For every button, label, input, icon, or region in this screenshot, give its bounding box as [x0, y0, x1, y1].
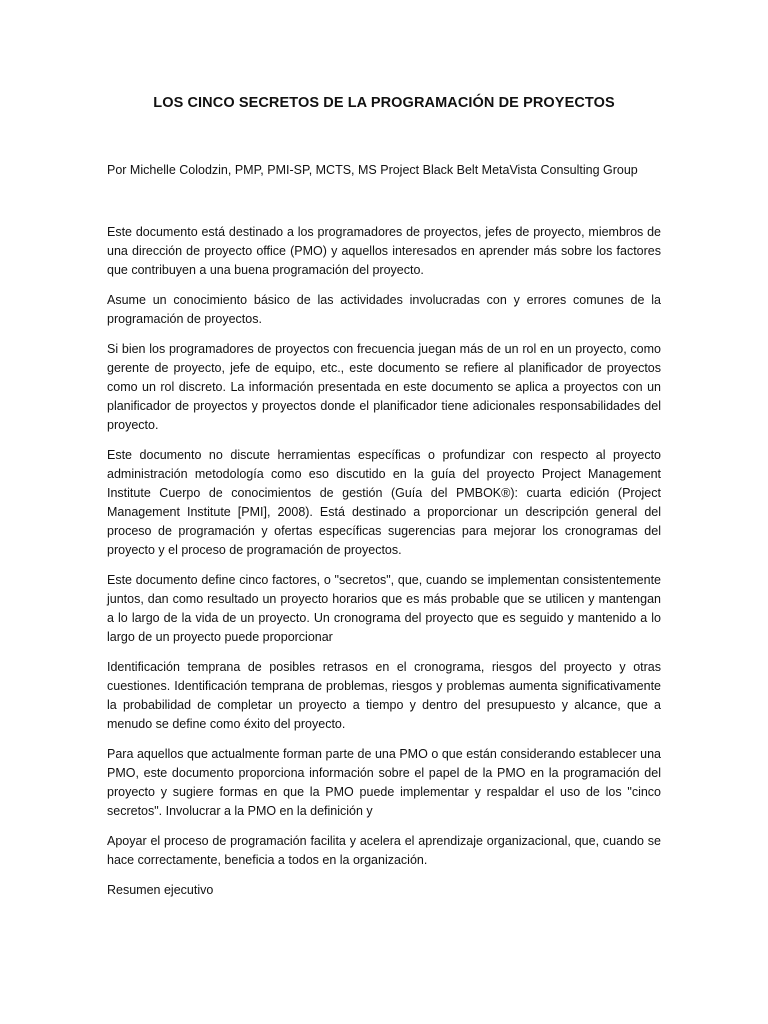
paragraph-pmo: Para aquellos que actualmente forman parte de una PMO o que están considerando establecer una PMO, este documento proporciona información sobre el papel de la PMO en la programación del proyecto y sugiere formas en que la PMO puede implementar y respaldar el uso de los "cinco secretos". Involucrar a la PMO en la definición y	[107, 746, 661, 818]
section-heading-executive-summary: Resumen ejecutivo	[107, 882, 214, 897]
document-title: LOS CINCO SECRETOS DE LA PROGRAMACIÓN DE PROYECTOS	[153, 95, 615, 111]
paragraph-early-identification: Identificación temprana de posibles retrasos en el cronograma, riesgos del proyecto y otras cuestiones. Identificación temprana de problemas, riesgos y problemas aumenta significativamente la probabilidad de completar un proyecto a tiempo y dentro del presupuesto y alcance, que a menudo se define como éxito del proyecto.	[107, 659, 661, 731]
document-body	[107, 180, 661, 900]
paragraph-support: Apoyar el proceso de programación facilita y acelera el aprendizaje organizacional, que, cuando se hace correctamente, beneficia a todos en la organización.	[107, 833, 661, 867]
paragraph-scope: Este documento no discute herramientas específicas o profundizar con respecto al proyecto administración metodología como eso discutido en la guía del proyecto Project Management Institute Cuerpo de conocimientos de gestión (Guía del PMBOK®): cuarta edición (Project Management Institute [PMI], 2008). Está destinado a proporcionar un descripción general del proceso de programación y ofertas específicas sugerencias para mejorar los cronogramas del proyecto y el proceso de programación de proyectos.	[107, 447, 661, 557]
paragraph-five-factors: Este documento define cinco factores, o "secretos", que, cuando se implementan consistentemente juntos, dan como resultado un proyecto horarios que es más probable que se utilicen y mantengan a lo largo de la vida de un proyecto. Un cronograma del proyecto que es seguido y mantenido a lo largo de un proyecto puede proporcionar	[107, 572, 661, 644]
paragraph-assumptions: Asume un conocimiento básico de las actividades involucradas con y errores comunes de la programación de proyectos.	[107, 292, 661, 326]
author-line: Por Michelle Colodzin, PMP, PMI-SP, MCTS, MS Project Black Belt MetaVista Consulting Group	[107, 163, 638, 177]
paragraph-scheduler-role: Si bien los programadores de proyectos con frecuencia juegan más de un rol en un proyecto, como gerente de proyecto, jefe de equipo, etc., este documento se refiere al planificador de proyectos como un rol discreto. La información presentada en este documento se aplica a proyectos con un planificador de proyectos y proyectos donde el planificador tiene adicionales responsabilidades del proyecto.	[107, 341, 661, 432]
paragraph-intro: Este documento está destinado a los programadores de proyectos, jefes de proyecto, miembros de una dirección de proyecto office (PMO) y aquellos interesados en aprender más sobre los factores que contribuyen a una buena programación del proyecto.	[107, 224, 661, 277]
